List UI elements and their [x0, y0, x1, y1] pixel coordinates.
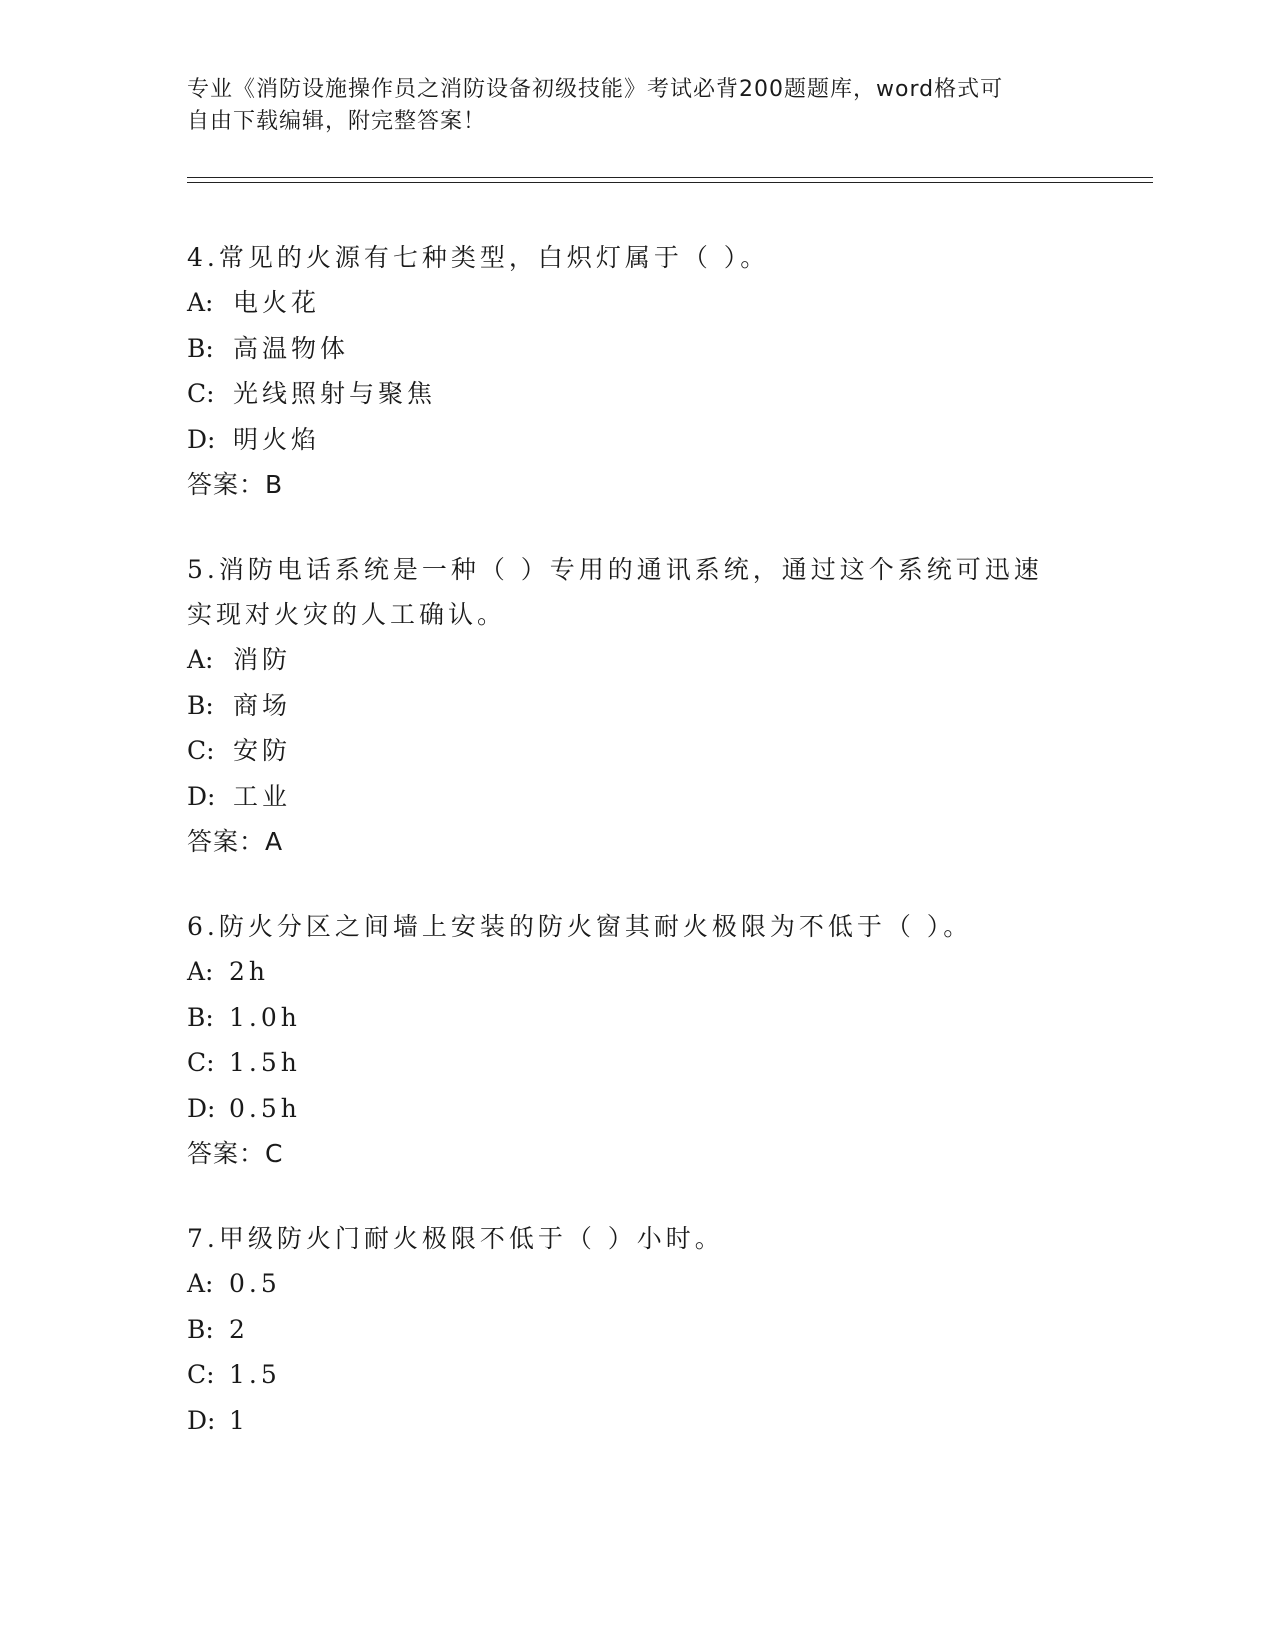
option-letter: C:	[187, 1360, 215, 1389]
option-b	[187, 1307, 1087, 1353]
question-6	[187, 904, 1087, 1176]
option-text: 电火花	[233, 288, 321, 317]
question-4	[187, 235, 1087, 507]
question-stem: 5.消防电话系统是一种（ ）专用的通讯系统，通过这个系统可迅速实现对火灾的人工确认。	[187, 555, 1043, 629]
option-letter: D:	[187, 781, 216, 811]
option-text: 商场	[233, 690, 292, 720]
option-b	[187, 683, 1087, 729]
option-text: 1.5h	[229, 1048, 301, 1077]
option-letter: B:	[187, 1002, 214, 1032]
question-list	[187, 235, 1087, 1483]
option-d	[187, 1086, 1087, 1132]
option-letter: A:	[187, 645, 214, 674]
option-letter: A:	[187, 1269, 214, 1298]
header-divider-bottom	[187, 182, 1153, 183]
option-d	[187, 1398, 1087, 1444]
option-text: 安防	[233, 736, 292, 765]
header-divider-top	[187, 177, 1153, 178]
option-text: 0.5h	[229, 1093, 301, 1123]
option-text: 0.5	[229, 1269, 281, 1298]
option-text: 2h	[229, 957, 270, 986]
option-letter: D:	[187, 424, 216, 454]
answer-line: 答案：A	[187, 827, 284, 856]
option-letter: C:	[187, 379, 215, 408]
option-text: 1	[229, 1405, 249, 1435]
option-a	[187, 949, 1087, 995]
option-a	[187, 637, 1087, 683]
question-stem: 7.甲级防火门耐火极限不低于（ ）小时。	[187, 1224, 724, 1253]
question-stem: 4.常见的火源有七种类型，白炽灯属于（ ）。	[187, 243, 770, 272]
option-letter: A:	[187, 288, 214, 317]
option-text: 1.5	[229, 1360, 281, 1389]
option-text: 消防	[233, 645, 292, 674]
option-c	[187, 1040, 1087, 1086]
option-text: 2	[229, 1314, 249, 1344]
option-a	[187, 280, 1087, 326]
answer-line: 答案：B	[187, 470, 284, 499]
question-5	[187, 547, 1087, 864]
option-text: 高温物体	[233, 333, 350, 363]
document-header	[187, 74, 1087, 138]
option-text: 1.0h	[229, 1002, 301, 1032]
option-c	[187, 371, 1087, 417]
option-letter: B:	[187, 1314, 214, 1344]
option-letter: D:	[187, 1093, 216, 1123]
option-text: 明火焰	[233, 424, 321, 454]
option-b	[187, 326, 1087, 372]
option-c	[187, 728, 1087, 774]
option-d	[187, 774, 1087, 820]
option-letter: A:	[187, 957, 214, 986]
option-letter: C:	[187, 1048, 215, 1077]
option-letter: C:	[187, 736, 215, 765]
header-line-1: 专业《消防设施操作员之消防设备初级技能》考试必背200题题库，word格式可	[187, 77, 1004, 102]
option-letter: B:	[187, 333, 214, 363]
option-text: 工业	[233, 781, 292, 811]
question-7	[187, 1216, 1087, 1443]
option-b	[187, 995, 1087, 1041]
question-stem: 6.防火分区之间墙上安装的防火窗其耐火极限为不低于（ ）。	[187, 912, 973, 941]
option-letter: D:	[187, 1405, 216, 1435]
header-line-2: 自由下载编辑，附完整答案！	[187, 109, 487, 134]
option-text: 光线照射与聚焦	[233, 379, 437, 408]
option-a	[187, 1261, 1087, 1307]
option-c	[187, 1352, 1087, 1398]
option-d	[187, 417, 1087, 463]
answer-line: 答案：C	[187, 1139, 284, 1168]
option-letter: B:	[187, 690, 214, 720]
